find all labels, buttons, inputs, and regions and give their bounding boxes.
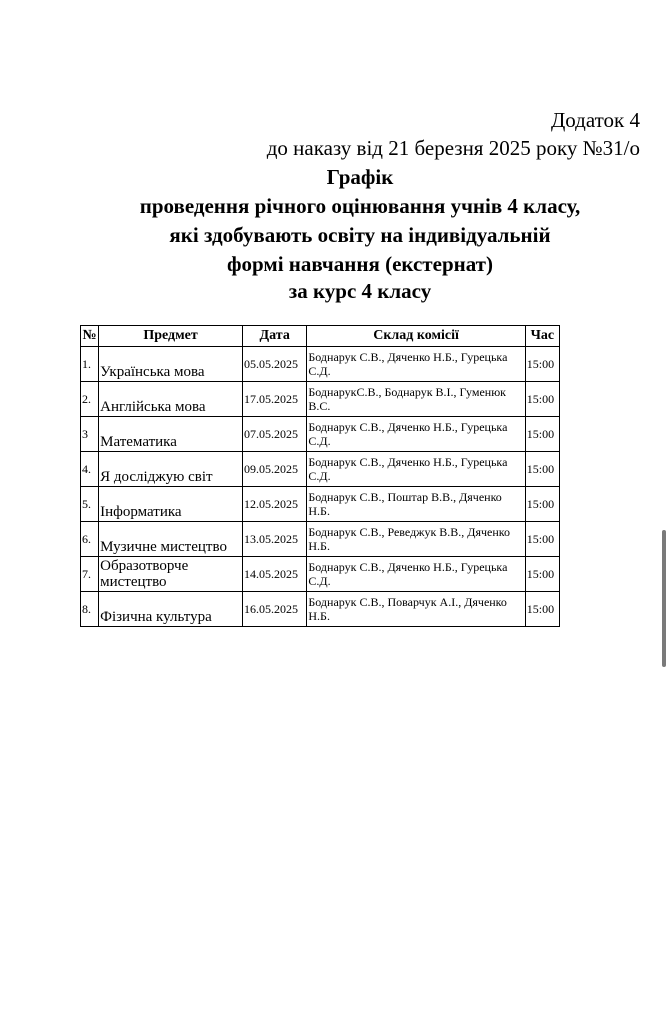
row-time: 15:00: [525, 592, 559, 627]
vertical-scrollbar[interactable]: [662, 530, 666, 667]
col-header-date: Дата: [243, 326, 307, 347]
row-number: 6.: [81, 522, 99, 557]
row-subject: Математика: [99, 417, 243, 452]
row-date: 05.05.2025: [243, 347, 307, 382]
appendix-label: Додаток 4: [550, 108, 640, 132]
schedule-table: [80, 325, 560, 627]
row-time: 15:00: [525, 452, 559, 487]
row-subject: Фізична культура: [99, 592, 243, 627]
row-date: 09.05.2025: [243, 452, 307, 487]
document-title: Графік: [326, 165, 394, 189]
row-time: 15:00: [525, 557, 559, 592]
col-header-time: Час: [525, 326, 559, 347]
title-line-4: формі навчання (екстернат): [227, 252, 493, 276]
table-row: [81, 382, 560, 417]
title-line-2: проведення річного оцінювання учнів 4 класу,: [139, 194, 581, 218]
table-row: [81, 452, 560, 487]
row-number: 5.: [81, 487, 99, 522]
row-commission: Боднарук С.В., Дяченко Н.Б., Гурецька С.Д.: [307, 417, 525, 452]
order-reference: до наказу від 21 березня 2025 року №31/о: [266, 136, 640, 160]
title-line-3: які здобувають освіту на індивідуальній: [169, 223, 551, 247]
table-row: [81, 487, 560, 522]
table-header-row: [81, 326, 560, 347]
col-header-commission: Склад комісії: [307, 326, 525, 347]
table-row: [81, 592, 560, 627]
table-row: [81, 522, 560, 557]
row-commission: БоднарукС.В., Боднарук В.І., Гуменюк В.С.: [307, 382, 525, 417]
row-subject: Музичне мистецтво: [99, 522, 243, 557]
col-header-number: №: [81, 326, 99, 347]
row-number: 3: [81, 417, 99, 452]
row-number: 2.: [81, 382, 99, 417]
title-line-5: за курс 4 класу: [288, 279, 432, 303]
row-commission: Боднарук С.В., Реведжук В.В., Дяченко Н.Б.: [307, 522, 525, 557]
row-date: 07.05.2025: [243, 417, 307, 452]
row-commission: Боднарук С.В., Поварчук А.І., Дяченко Н.Б.: [307, 592, 525, 627]
row-subject: Українська мова: [99, 347, 243, 382]
row-subject: Я досліджую світ: [99, 452, 243, 487]
row-time: 15:00: [525, 382, 559, 417]
row-commission: Боднарук С.В., Дяченко Н.Б., Гурецька С.Д.: [307, 452, 525, 487]
row-date: 12.05.2025: [243, 487, 307, 522]
row-number: 8.: [81, 592, 99, 627]
row-subject: Образотворче мистецтво: [99, 557, 243, 592]
row-subject: Інформатика: [99, 487, 243, 522]
row-commission: Боднарук С.В., Дяченко Н.Б., Гурецька С.Д.: [307, 347, 525, 382]
row-time: 15:00: [525, 522, 559, 557]
row-date: 17.05.2025: [243, 382, 307, 417]
row-date: 13.05.2025: [243, 522, 307, 557]
row-number: 1.: [81, 347, 99, 382]
table-row: [81, 557, 560, 592]
table-row: [81, 417, 560, 452]
row-time: 15:00: [525, 417, 559, 452]
row-commission: Боднарук С.В., Дяченко Н.Б., Гурецька С.Д.: [307, 557, 525, 592]
col-header-subject: Предмет: [99, 326, 243, 347]
table-row: [81, 347, 560, 382]
row-number: 7.: [81, 557, 99, 592]
row-date: 16.05.2025: [243, 592, 307, 627]
row-number: 4.: [81, 452, 99, 487]
row-time: 15:00: [525, 487, 559, 522]
row-commission: Боднарук С.В., Поштар В.В., Дяченко Н.Б.: [307, 487, 525, 522]
row-subject: Англійська мова: [99, 382, 243, 417]
row-date: 14.05.2025: [243, 557, 307, 592]
row-time: 15:00: [525, 347, 559, 382]
